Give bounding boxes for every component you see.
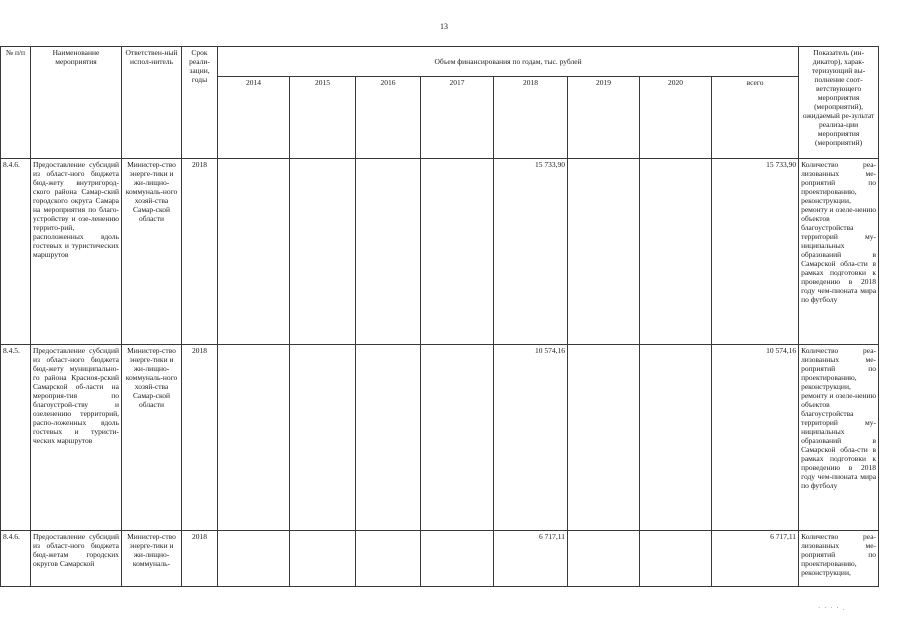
row-name: Предоставление субсидий из област-ного бюджета бюд-жетам городских округов Самарской — [31, 531, 122, 587]
row-responsible: Министер-ство энерге-тики и жи-лищно-коммуналь-ного хозяй-ства Самар-ской области — [122, 159, 182, 345]
row-2019 — [568, 159, 640, 345]
scan-mark: · · · · . — [818, 604, 846, 612]
header-row-top — [1, 47, 879, 77]
col-header-num: № п/п — [1, 47, 31, 159]
row-term: 2018 — [182, 531, 218, 587]
year-header: 2019 — [568, 77, 640, 159]
row-total: 10 574,16 — [712, 345, 799, 531]
table-row — [1, 345, 879, 531]
row-2019 — [568, 531, 640, 587]
row-2015 — [290, 531, 356, 587]
row-2016 — [356, 345, 421, 531]
col-header-funding: Объем финансирования по годам, тыс. рублей — [218, 47, 799, 77]
row-2015 — [290, 159, 356, 345]
total-header: всего — [712, 77, 799, 159]
row-2018: 6 717,11 — [494, 531, 568, 587]
row-indicator: Количество реа-лизованных ме-роприятий по проектированию, реконструкции, ремонту и озеле-нению объектов благоустройства территорий му-ниципальных образований в Самарской обла-сти в рамках подготовки к проведению в 2018 году чем-пионата мира по футболу — [799, 159, 879, 345]
row-2014 — [218, 159, 290, 345]
row-2016 — [356, 159, 421, 345]
year-header: 2020 — [640, 77, 712, 159]
row-2017 — [421, 159, 494, 345]
row-2017 — [421, 531, 494, 587]
row-total: 6 717,11 — [712, 531, 799, 587]
row-num: 8.4.5. — [1, 345, 31, 531]
year-header: 2016 — [356, 77, 421, 159]
row-indicator: Количество реа-лизованных ме-роприятий по проектированию, реконструкции, ремонту и озеле-нению объектов благоустройства территорий му-ниципальных образований в Самарской обла-сти в рамках подготовки к проведению в 2018 году чем-пионата мира по футболу — [799, 345, 879, 531]
row-2017 — [421, 345, 494, 531]
row-2020 — [640, 531, 712, 587]
row-2014 — [218, 531, 290, 587]
row-indicator: Количество реа-лизованных ме-роприятий по проектированию, реконструкции, — [799, 531, 879, 587]
row-responsible: Министер-ство энерге-тики и жи-лищно-коммуналь- — [122, 531, 182, 587]
row-2018: 15 733,90 — [494, 159, 568, 345]
row-num: 8.4.6. — [1, 159, 31, 345]
page-number: 13 — [440, 22, 448, 31]
year-header: 2018 — [494, 77, 568, 159]
year-header: 2014 — [218, 77, 290, 159]
row-responsible: Министер-ство энерге-тики и жи-лищно-коммуналь-ного хозяй-ства Самар-ской области — [122, 345, 182, 531]
row-num: 8.4.6. — [1, 531, 31, 587]
row-name: Предоставление субсидий из област-ного бюджета бюд-жету внутригород-ского района Самар-ский городского округа Самара на мероприятия по благо-устройству и озе-ленению террито-рий, расположенных вдоль гостевых и туристических маршрутов — [31, 159, 122, 345]
row-total: 15 733,90 — [712, 159, 799, 345]
row-2018: 10 574,16 — [494, 345, 568, 531]
col-header-indicator: Показатель (ин-дикатор), харак-теризующий вы-полнение соот-ветствующего мероприятия (мероприятий), ожидаемый ре-зультат реализа-ции мероприятия (мероприятий) — [799, 47, 879, 159]
row-2015 — [290, 345, 356, 531]
row-2019 — [568, 345, 640, 531]
col-header-term: Срок реали-зации, годы — [182, 47, 218, 159]
funding-table — [0, 46, 879, 587]
table-row — [1, 531, 879, 587]
row-2014 — [218, 345, 290, 531]
col-header-responsible: Ответствен-ный испол-нитель — [122, 47, 182, 159]
year-header: 2017 — [421, 77, 494, 159]
row-term: 2018 — [182, 159, 218, 345]
table-row — [1, 159, 879, 345]
row-2016 — [356, 531, 421, 587]
row-term: 2018 — [182, 345, 218, 531]
col-header-name: Наименование мероприятия — [31, 47, 122, 159]
row-name: Предоставление субсидий из област-ного бюджета бюд-жету муниципально-го района Красноя-рский Самарской об-ласти на мероприя-тия по благоустрой-ству и озеленению территорий, распо-ложенных вдоль гостевых и туристи-ческих маршрутов — [31, 345, 122, 531]
row-2020 — [640, 159, 712, 345]
row-2020 — [640, 345, 712, 531]
year-header: 2015 — [290, 77, 356, 159]
